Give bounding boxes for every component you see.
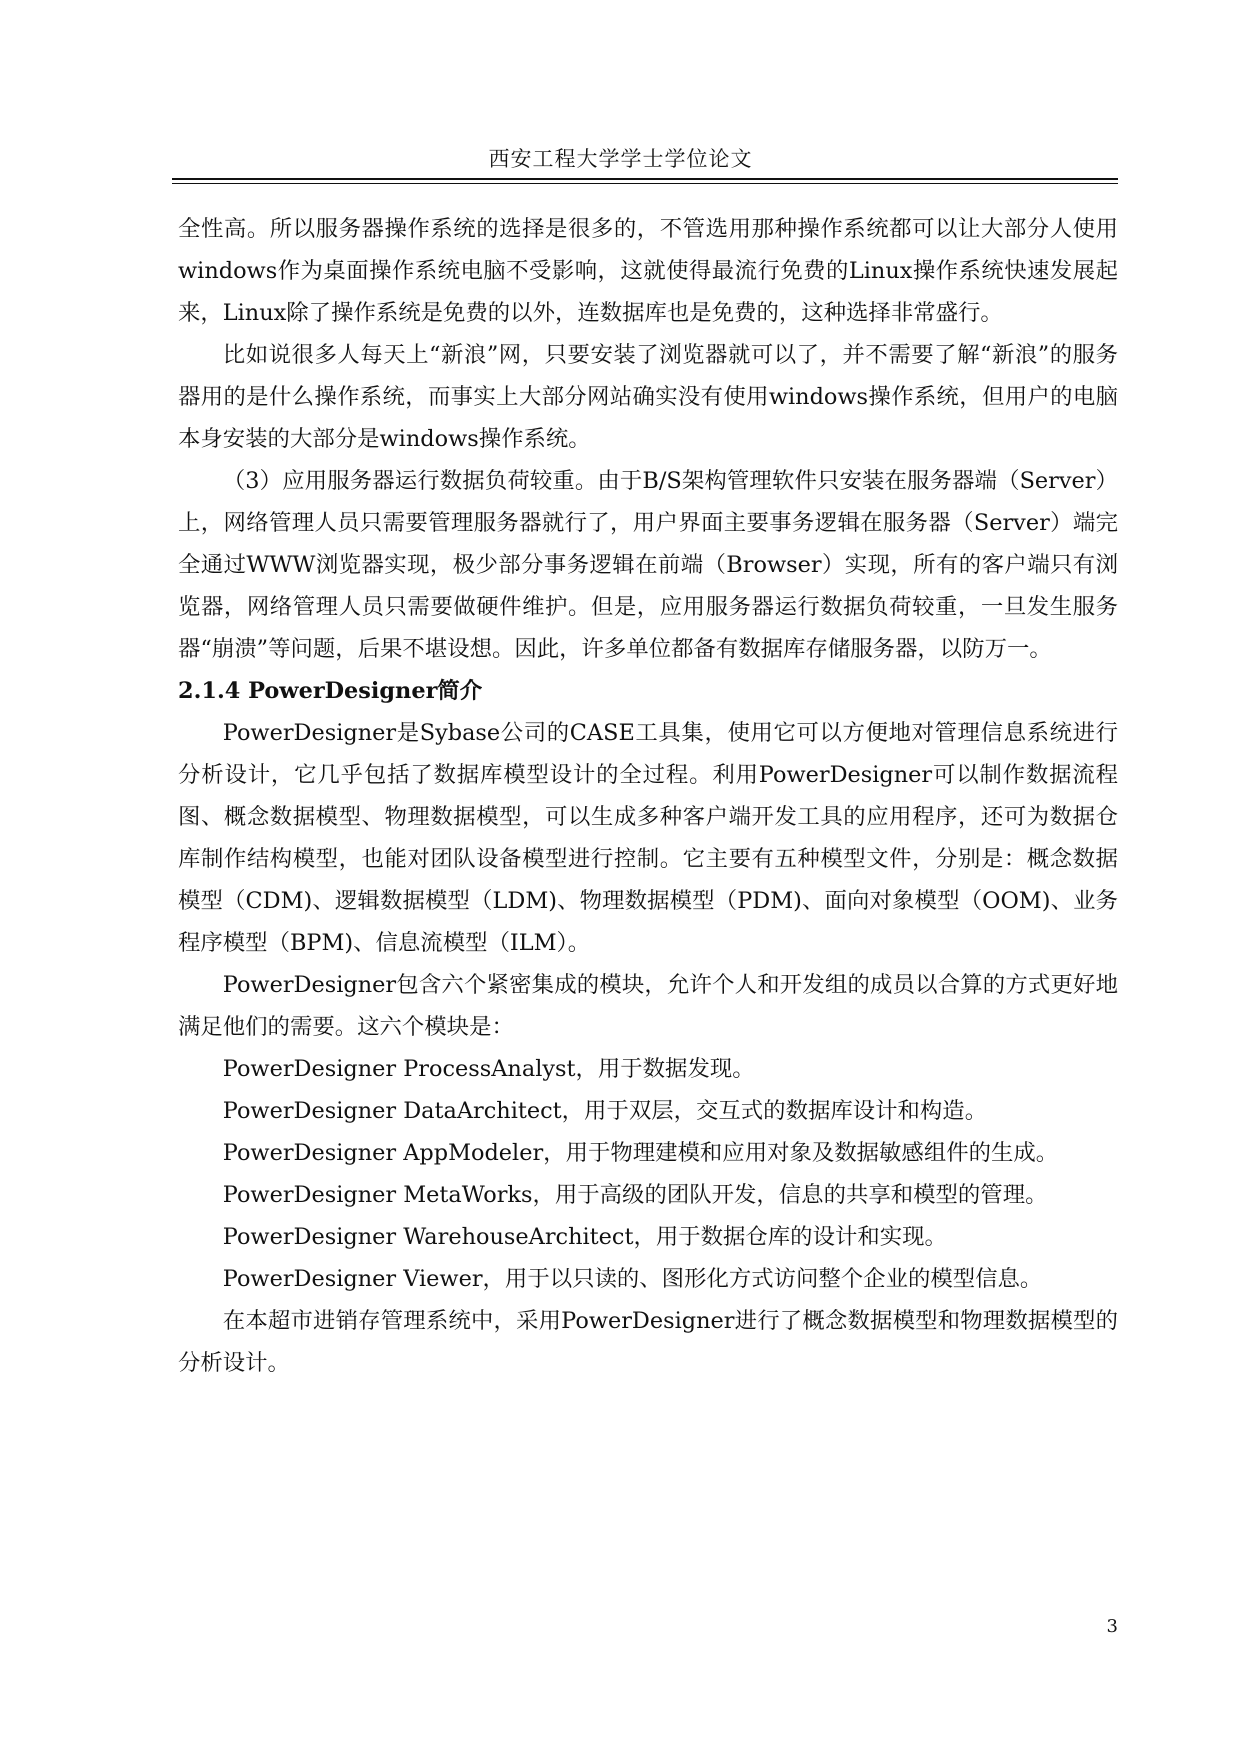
module-item: PowerDesigner ProcessAnalyst，用于数据发现。 [222,1056,755,1082]
paragraph: PowerDesigner是Sybase公司的CASE工具集，使用它可以方便地对管理信息系统进行分析设计，它几乎包括了数据库模型设计的全过程。利用PowerDesigner可以制作数据流程图、概念数据模型、物理数据模型，可以生成多种客户端开发工具的应用程序，还可为数据仓库制作结构模型，也能对团队设备模型进行控制。它主要有五种模型文件，分别是：概念数据模型（CDM)、逻辑数据模型（LDM)、物理数据模型（PDM)、面向对象模型（OOM)、业务程序模型（BPM)、信息流模型（ILM）。 [178,720,1118,956]
module-item: PowerDesigner WarehouseArchitect，用于数据仓库的设计和实现。 [222,1224,947,1250]
module-item: PowerDesigner AppModeler，用于物理建模和应用对象及数据敏感组件的生成。 [222,1140,1059,1166]
running-header: 西安工程大学学士学位论文 [488,147,753,171]
module-item: PowerDesigner DataArchitect，用于双层，交互式的数据库设计和构造。 [222,1098,988,1124]
section-heading: 2.1.4 PowerDesigner简介 [178,678,483,704]
header-rule-thick [172,178,1118,180]
module-item: PowerDesigner MetaWorks，用于高级的团队开发，信息的共享和模型的管理。 [222,1182,1048,1208]
page-number: 3 [1106,1616,1118,1637]
header-rule-thin [172,183,1118,184]
module-item: PowerDesigner Viewer，用于以只读的、图形化方式访问整个企业的模型信息。 [222,1266,1043,1292]
paragraph: （3）应用服务器运行数据负荷较重。由于B/S架构管理软件只安装在服务器端（Server）上，网络管理人员只需要管理服务器就行了，用户界面主要事务逻辑在服务器（Server）端完全通过WWW浏览器实现，极少部分事务逻辑在前端（Browser）实现，所有的客户端只有浏览器，网络管理人员只需要做硬件维护。但是，应用服务器运行数据负荷较重，一旦发生服务器“崩溃”等问题，后果不堪设想。因此，许多单位都备有数据库存储服务器，以防万一。 [178,468,1118,662]
paragraph: 全性高。所以服务器操作系统的选择是很多的，不管选用那种操作系统都可以让大部分人使用windows作为桌面操作系统电脑不受影响，这就使得最流行免费的Linux操作系统快速发展起来，Linux除了操作系统是免费的以外，连数据库也是免费的，这种选择非常盛行。 [178,216,1118,326]
paragraph: PowerDesigner包含六个紧密集成的模块，允许个人和开发组的成员以合算的方式更好地满足他们的需要。这六个模块是： [178,972,1118,1040]
page-body [178,208,1118,1384]
paragraph: 在本超市进销存管理系统中，采用PowerDesigner进行了概念数据模型和物理数据模型的分析设计。 [178,1308,1118,1376]
paragraph: 比如说很多人每天上“新浪”网，只要安装了浏览器就可以了，并不需要了解“新浪”的服务器用的是什么操作系统，而事实上大部分网站确实没有使用windows操作系统，但用户的电脑本身安装的大部分是windows操作系统。 [178,342,1118,452]
